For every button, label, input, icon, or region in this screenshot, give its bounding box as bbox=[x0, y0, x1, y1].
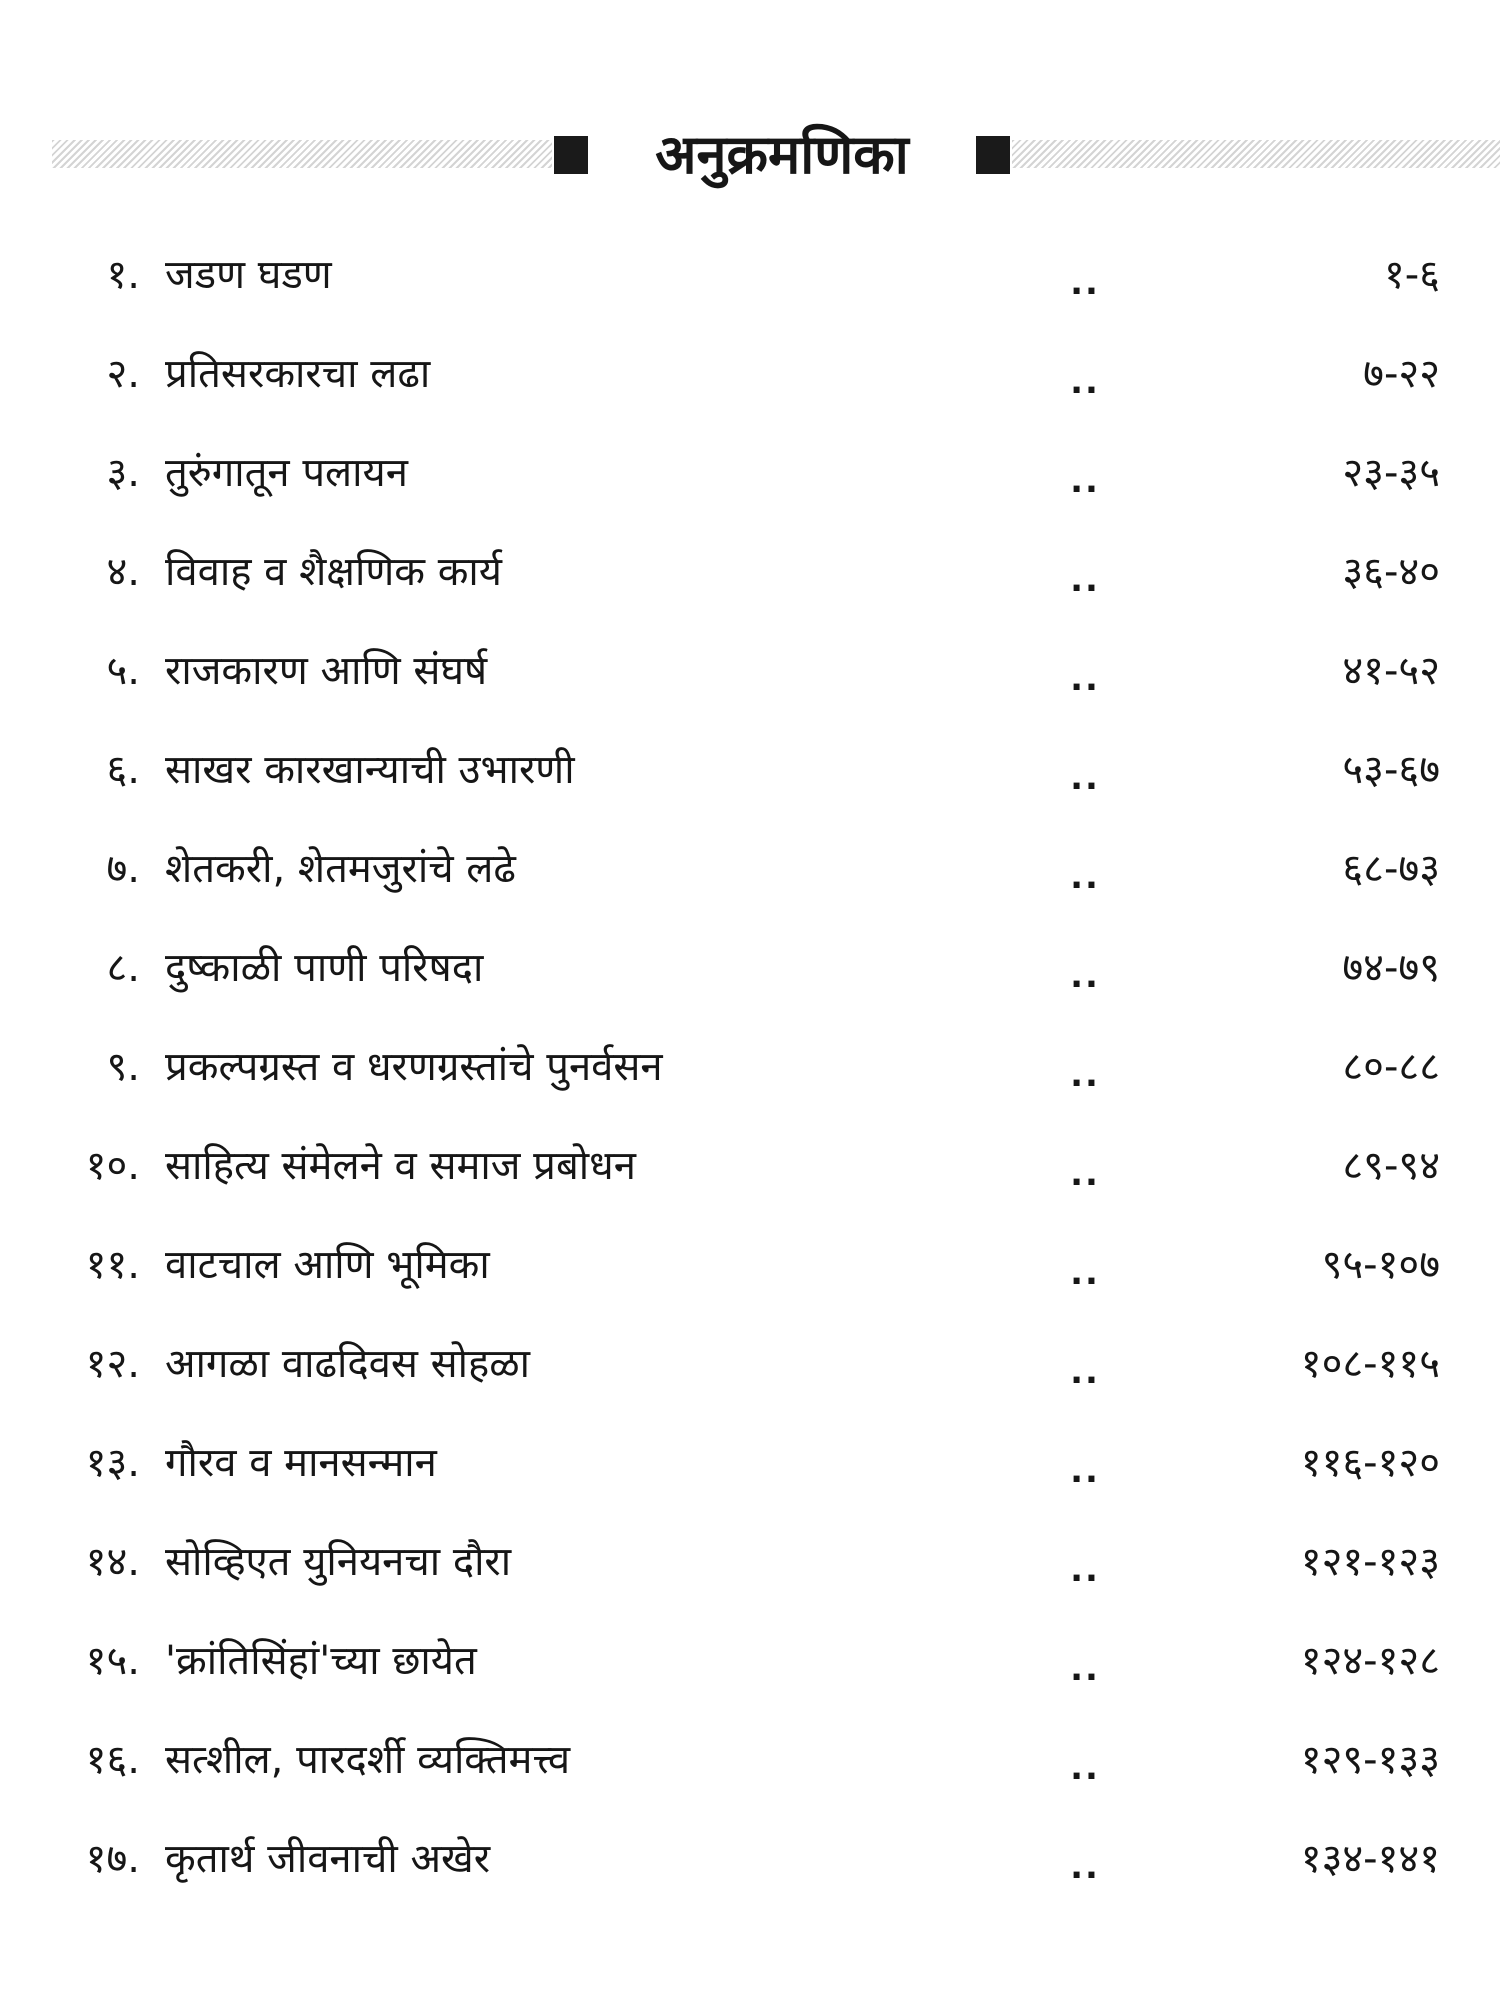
chapter-number: ८. bbox=[106, 945, 140, 991]
chapter-title: शेतकरी, शेतमजुरांचे लढे bbox=[165, 846, 516, 892]
chapter-number: ५. bbox=[106, 648, 140, 694]
square-bullet-left-icon bbox=[554, 136, 588, 174]
chapter-number: १६. bbox=[85, 1737, 140, 1783]
page-range: १२४-१२८ bbox=[1300, 1638, 1440, 1684]
toc-row bbox=[0, 339, 1500, 409]
chapter-number: ४. bbox=[106, 549, 140, 595]
leader-dots: .. bbox=[1070, 263, 1100, 303]
chapter-title: आगळा वाढदिवस सोहळा bbox=[165, 1341, 530, 1387]
page-range: ७४-७९ bbox=[1342, 945, 1440, 991]
toc-row bbox=[0, 1527, 1500, 1597]
chapter-title: साखर कारखान्याची उभारणी bbox=[165, 747, 575, 793]
page-title: अनुक्रमणिका bbox=[655, 123, 909, 186]
toc-row bbox=[0, 1131, 1500, 1201]
chapter-title: जडण घडण bbox=[165, 252, 332, 298]
toc-row bbox=[0, 1032, 1500, 1102]
leader-dots: .. bbox=[1070, 1253, 1100, 1293]
chapter-title: सत्शील, पारदर्शी व्यक्तिमत्त्व bbox=[165, 1737, 571, 1783]
page-range: ४१-५२ bbox=[1342, 648, 1440, 694]
page-range: १२१-१२३ bbox=[1300, 1539, 1440, 1585]
chapter-title: विवाह व शैक्षणिक कार्य bbox=[165, 549, 502, 595]
chapter-number: ७. bbox=[106, 846, 140, 892]
hatch-band-right bbox=[1012, 140, 1500, 168]
chapter-number: १२. bbox=[85, 1341, 140, 1387]
leader-dots: .. bbox=[1070, 1847, 1100, 1887]
leader-dots: .. bbox=[1070, 758, 1100, 798]
chapter-number: १४. bbox=[85, 1539, 140, 1585]
chapter-title: प्रकल्पग्रस्त व धरणग्रस्तांचे पुनर्वसन bbox=[165, 1044, 663, 1090]
page-range: १-६ bbox=[1383, 252, 1440, 298]
page-range: १३४-१४१ bbox=[1300, 1836, 1440, 1882]
leader-dots: .. bbox=[1070, 1748, 1100, 1788]
chapter-number: १७. bbox=[85, 1836, 140, 1882]
toc-row bbox=[0, 438, 1500, 508]
leader-dots: .. bbox=[1070, 1649, 1100, 1689]
leader-dots: .. bbox=[1070, 1154, 1100, 1194]
toc-row bbox=[0, 1824, 1500, 1894]
page-range: ८०-८८ bbox=[1342, 1044, 1440, 1090]
leader-dots: .. bbox=[1070, 1055, 1100, 1095]
toc-row bbox=[0, 537, 1500, 607]
chapter-title: सोव्हिएत युनियनचा दौरा bbox=[165, 1539, 512, 1585]
chapter-title: गौरव व मानसन्मान bbox=[165, 1440, 437, 1486]
page-range: ८९-९४ bbox=[1342, 1143, 1440, 1189]
leader-dots: .. bbox=[1070, 362, 1100, 402]
toc-row bbox=[0, 240, 1500, 310]
chapter-title: 'क्रांतिसिंहां'च्या छायेत bbox=[165, 1638, 477, 1684]
chapter-number: ६. bbox=[106, 747, 140, 793]
toc-row bbox=[0, 1428, 1500, 1498]
page-range: ११६-१२० bbox=[1300, 1440, 1440, 1486]
toc-row bbox=[0, 1626, 1500, 1696]
chapter-title: वाटचाल आणि भूमिका bbox=[165, 1242, 490, 1288]
page-range: १२९-१३३ bbox=[1300, 1737, 1440, 1783]
page-range: ७-२२ bbox=[1363, 351, 1440, 397]
leader-dots: .. bbox=[1070, 560, 1100, 600]
chapter-number: ९. bbox=[106, 1044, 140, 1090]
page-range: ३६-४० bbox=[1342, 549, 1440, 595]
page-range: २३-३५ bbox=[1342, 450, 1440, 496]
leader-dots: .. bbox=[1070, 956, 1100, 996]
chapter-number: १३. bbox=[85, 1440, 140, 1486]
chapter-title: दुष्काळी पाणी परिषदा bbox=[165, 945, 484, 991]
page-range: ५३-६७ bbox=[1342, 747, 1440, 793]
toc-row bbox=[0, 1725, 1500, 1795]
page-range: १०८-११५ bbox=[1300, 1341, 1440, 1387]
page-range: ९५-१०७ bbox=[1321, 1242, 1440, 1288]
chapter-title: प्रतिसरकारचा लढा bbox=[165, 351, 431, 397]
toc-row bbox=[0, 636, 1500, 706]
chapter-title: तुरुंगातून पलायन bbox=[165, 450, 408, 496]
page-range: ६८-७३ bbox=[1342, 846, 1440, 892]
leader-dots: .. bbox=[1070, 857, 1100, 897]
toc-row bbox=[0, 1329, 1500, 1399]
chapter-number: ३. bbox=[106, 450, 140, 496]
chapter-number: १०. bbox=[85, 1143, 140, 1189]
leader-dots: .. bbox=[1070, 1550, 1100, 1590]
chapter-title: कृतार्थ जीवनाची अखेर bbox=[165, 1836, 491, 1882]
chapter-number: ११. bbox=[85, 1242, 140, 1288]
chapter-number: २. bbox=[106, 351, 140, 397]
toc-row bbox=[0, 735, 1500, 805]
leader-dots: .. bbox=[1070, 461, 1100, 501]
hatch-band-left bbox=[52, 140, 552, 168]
chapter-title: राजकारण आणि संघर्ष bbox=[165, 648, 488, 694]
toc-header bbox=[52, 118, 1500, 192]
chapter-title: साहित्य संमेलने व समाज प्रबोधन bbox=[165, 1143, 636, 1189]
square-bullet-right-icon bbox=[976, 136, 1010, 174]
toc-row bbox=[0, 933, 1500, 1003]
leader-dots: .. bbox=[1070, 1352, 1100, 1392]
chapter-number: १५. bbox=[85, 1638, 140, 1684]
chapter-number: १. bbox=[106, 252, 140, 298]
leader-dots: .. bbox=[1070, 1451, 1100, 1491]
leader-dots: .. bbox=[1070, 659, 1100, 699]
toc-row bbox=[0, 834, 1500, 904]
toc-row bbox=[0, 1230, 1500, 1300]
